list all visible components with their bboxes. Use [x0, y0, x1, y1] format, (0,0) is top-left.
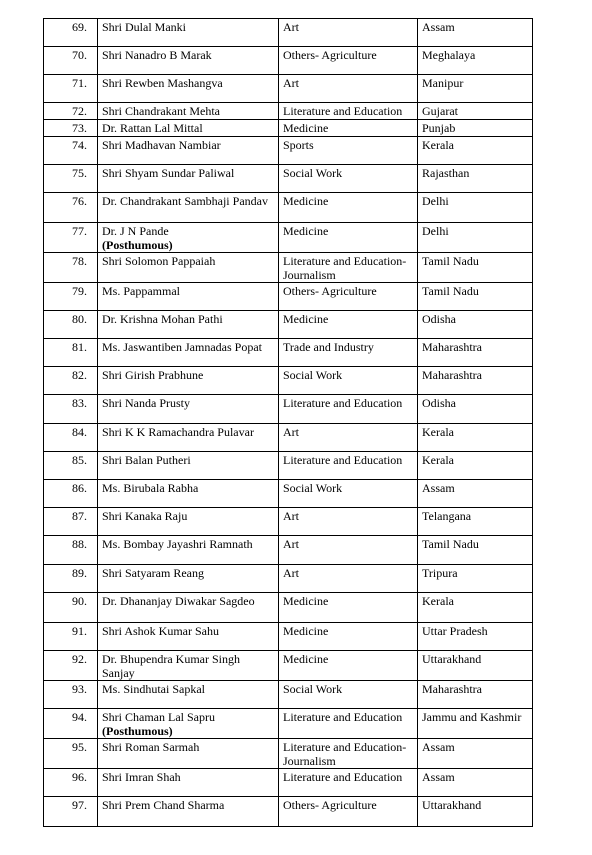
awardee-name	[98, 367, 279, 395]
serial-number: 75.	[44, 165, 98, 193]
field-of-work: Literature and Education	[279, 769, 418, 797]
state-name: Uttarakhand	[418, 651, 533, 681]
field-of-work: Literature and Education	[279, 452, 418, 480]
table-row	[44, 797, 533, 827]
serial-number: 80.	[44, 311, 98, 339]
table-row	[44, 47, 533, 75]
state-name: Uttarakhand	[418, 797, 533, 827]
awardee-name	[98, 623, 279, 651]
table-row	[44, 75, 533, 103]
table-row	[44, 223, 533, 253]
table-row	[44, 508, 533, 536]
awardee-name-text: Shri Nanadro B Marak	[102, 48, 212, 62]
field-of-work: Medicine	[279, 651, 418, 681]
awardee-name	[98, 120, 279, 137]
awardee-name	[98, 709, 279, 739]
state-name: Kerala	[418, 137, 533, 165]
field-of-work: Literature and Education	[279, 709, 418, 739]
state-name: Odisha	[418, 311, 533, 339]
serial-number: 76.	[44, 193, 98, 223]
awardee-name-text: Dr. Dhananjay Diwakar Sagdeo	[102, 594, 255, 608]
table-row	[44, 480, 533, 508]
serial-number: 77.	[44, 223, 98, 253]
state-name: Tamil Nadu	[418, 283, 533, 311]
serial-number: 73.	[44, 120, 98, 137]
awardees-table-body	[44, 19, 533, 827]
field-of-work: Literature and Education	[279, 395, 418, 424]
awardee-name	[98, 75, 279, 103]
awardee-name-text: Shri Kanaka Raju	[102, 509, 188, 523]
posthumous-note: (Posthumous)	[102, 238, 173, 252]
state-name: Tamil Nadu	[418, 253, 533, 283]
awardee-name-text: Shri Solomon Pappaiah	[102, 254, 216, 268]
awardee-name-text: Shri Madhavan Nambiar	[102, 138, 221, 152]
awardee-name-text: Shri Rewben Mashangva	[102, 76, 223, 90]
serial-number: 81.	[44, 339, 98, 367]
serial-number: 89.	[44, 565, 98, 593]
awardee-name	[98, 395, 279, 424]
awardee-name-text: Shri Imran Shah	[102, 770, 181, 784]
table-row	[44, 739, 533, 769]
awardee-name	[98, 19, 279, 47]
table-row	[44, 311, 533, 339]
awardee-name	[98, 593, 279, 623]
awardee-name	[98, 739, 279, 769]
state-name: Maharashtra	[418, 681, 533, 709]
awardee-name-text: Ms. Bombay Jayashri Ramnath	[102, 537, 253, 551]
table-row	[44, 593, 533, 623]
state-name: Odisha	[418, 395, 533, 424]
awardee-name-text: Dr. Bhupendra Kumar Singh Sanjay	[102, 652, 240, 680]
awardee-name	[98, 47, 279, 75]
awardee-name-text: Shri Prem Chand Sharma	[102, 798, 225, 812]
table-row	[44, 709, 533, 739]
awardee-name	[98, 193, 279, 223]
serial-number: 93.	[44, 681, 98, 709]
table-row	[44, 339, 533, 367]
awardee-name-text: Shri Dulal Manki	[102, 20, 186, 34]
field-of-work: Sports	[279, 137, 418, 165]
awardee-name-text: Dr. Chandrakant Sambhaji Pandav	[102, 194, 268, 208]
field-of-work: Medicine	[279, 623, 418, 651]
awardee-name	[98, 565, 279, 593]
field-of-work: Social Work	[279, 165, 418, 193]
awardee-name-text: Shri Girish Prabhune	[102, 368, 204, 382]
table-row	[44, 120, 533, 137]
state-name: Maharashtra	[418, 367, 533, 395]
serial-number: 71.	[44, 75, 98, 103]
table-row	[44, 623, 533, 651]
awardee-name	[98, 165, 279, 193]
state-name: Kerala	[418, 452, 533, 480]
state-name: Maharashtra	[418, 339, 533, 367]
table-row	[44, 565, 533, 593]
state-name: Telangana	[418, 508, 533, 536]
table-row	[44, 536, 533, 565]
awardee-name	[98, 424, 279, 452]
table-row	[44, 193, 533, 223]
state-name: Assam	[418, 739, 533, 769]
table-row	[44, 283, 533, 311]
serial-number: 92.	[44, 651, 98, 681]
state-name: Tripura	[418, 565, 533, 593]
serial-number: 95.	[44, 739, 98, 769]
table-row	[44, 651, 533, 681]
awardee-name-text: Shri K K Ramachandra Pulavar	[102, 425, 254, 439]
state-name: Meghalaya	[418, 47, 533, 75]
field-of-work: Art	[279, 536, 418, 565]
table-row	[44, 19, 533, 47]
awardee-name	[98, 452, 279, 480]
field-of-work: Medicine	[279, 120, 418, 137]
awardee-name-text: Shri Nanda Prusty	[102, 396, 190, 410]
serial-number: 87.	[44, 508, 98, 536]
awardee-name	[98, 480, 279, 508]
state-name: Delhi	[418, 223, 533, 253]
state-name: Punjab	[418, 120, 533, 137]
awardee-name-text: Shri Chaman Lal Sapru	[102, 710, 215, 724]
field-of-work: Art	[279, 75, 418, 103]
state-name: Jammu and Kashmir	[418, 709, 533, 739]
field-of-work: Trade and Industry	[279, 339, 418, 367]
awardee-name-text: Shri Shyam Sundar Paliwal	[102, 166, 235, 180]
posthumous-note: (Posthumous)	[102, 724, 173, 738]
awardee-name-text: Ms. Jaswantiben Jamnadas Popat	[102, 340, 262, 354]
state-name: Kerala	[418, 593, 533, 623]
awardee-name-text: Dr. Rattan Lal Mittal	[102, 121, 203, 135]
table-row	[44, 424, 533, 452]
awardee-name	[98, 681, 279, 709]
table-row	[44, 137, 533, 165]
table-row	[44, 681, 533, 709]
field-of-work: Others- Agriculture	[279, 283, 418, 311]
state-name: Tamil Nadu	[418, 536, 533, 565]
table-row	[44, 769, 533, 797]
awardee-name	[98, 283, 279, 311]
serial-number: 70.	[44, 47, 98, 75]
awardee-name	[98, 103, 279, 120]
state-name: Assam	[418, 480, 533, 508]
awardee-name	[98, 651, 279, 681]
state-name: Uttar Pradesh	[418, 623, 533, 651]
serial-number: 88.	[44, 536, 98, 565]
field-of-work: Medicine	[279, 311, 418, 339]
table-row	[44, 253, 533, 283]
state-name: Assam	[418, 769, 533, 797]
awardee-name	[98, 508, 279, 536]
serial-number: 91.	[44, 623, 98, 651]
awardee-name	[98, 311, 279, 339]
awardees-table	[43, 18, 533, 827]
field-of-work: Others- Agriculture	[279, 797, 418, 827]
field-of-work: Medicine	[279, 223, 418, 253]
awardee-name-text: Shri Satyaram Reang	[102, 566, 204, 580]
serial-number: 78.	[44, 253, 98, 283]
awardee-name	[98, 339, 279, 367]
table-row	[44, 367, 533, 395]
awardee-name-text: Dr. Krishna Mohan Pathi	[102, 312, 223, 326]
awardee-name	[98, 253, 279, 283]
table-row	[44, 395, 533, 424]
serial-number: 83.	[44, 395, 98, 424]
table-row	[44, 452, 533, 480]
table-row	[44, 103, 533, 120]
field-of-work: Medicine	[279, 593, 418, 623]
awardee-name-text: Ms. Pappammal	[102, 284, 180, 298]
state-name: Manipur	[418, 75, 533, 103]
awardee-name-text: Dr. J N Pande	[102, 224, 169, 238]
awardee-name	[98, 137, 279, 165]
serial-number: 82.	[44, 367, 98, 395]
serial-number: 79.	[44, 283, 98, 311]
awardee-name-text: Shri Roman Sarmah	[102, 740, 200, 754]
serial-number: 94.	[44, 709, 98, 739]
state-name: Gujarat	[418, 103, 533, 120]
serial-number: 86.	[44, 480, 98, 508]
state-name: Assam	[418, 19, 533, 47]
field-of-work: Literature and Education- Journalism	[279, 739, 418, 769]
field-of-work: Art	[279, 508, 418, 536]
field-of-work: Others- Agriculture	[279, 47, 418, 75]
awardee-name-text: Ms. Birubala Rabha	[102, 481, 199, 495]
field-of-work: Literature and Education	[279, 103, 418, 120]
awardee-name-text: Shri Balan Putheri	[102, 453, 191, 467]
awardee-name	[98, 769, 279, 797]
state-name: Rajasthan	[418, 165, 533, 193]
state-name: Delhi	[418, 193, 533, 223]
serial-number: 97.	[44, 797, 98, 827]
serial-number: 69.	[44, 19, 98, 47]
awardee-name-text: Shri Chandrakant Mehta	[102, 104, 220, 118]
field-of-work: Social Work	[279, 480, 418, 508]
awardee-name	[98, 223, 279, 253]
awardee-name-text: Shri Ashok Kumar Sahu	[102, 624, 219, 638]
state-name: Kerala	[418, 424, 533, 452]
field-of-work: Medicine	[279, 193, 418, 223]
field-of-work: Art	[279, 565, 418, 593]
awardee-name	[98, 797, 279, 827]
table-row	[44, 165, 533, 193]
field-of-work: Literature and Education- Journalism	[279, 253, 418, 283]
field-of-work: Art	[279, 19, 418, 47]
awardee-name-text: Ms. Sindhutai Sapkal	[102, 682, 206, 696]
serial-number: 74.	[44, 137, 98, 165]
field-of-work: Social Work	[279, 367, 418, 395]
serial-number: 96.	[44, 769, 98, 797]
serial-number: 85.	[44, 452, 98, 480]
field-of-work: Social Work	[279, 681, 418, 709]
field-of-work: Art	[279, 424, 418, 452]
serial-number: 72.	[44, 103, 98, 120]
awardee-name	[98, 536, 279, 565]
serial-number: 84.	[44, 424, 98, 452]
serial-number: 90.	[44, 593, 98, 623]
